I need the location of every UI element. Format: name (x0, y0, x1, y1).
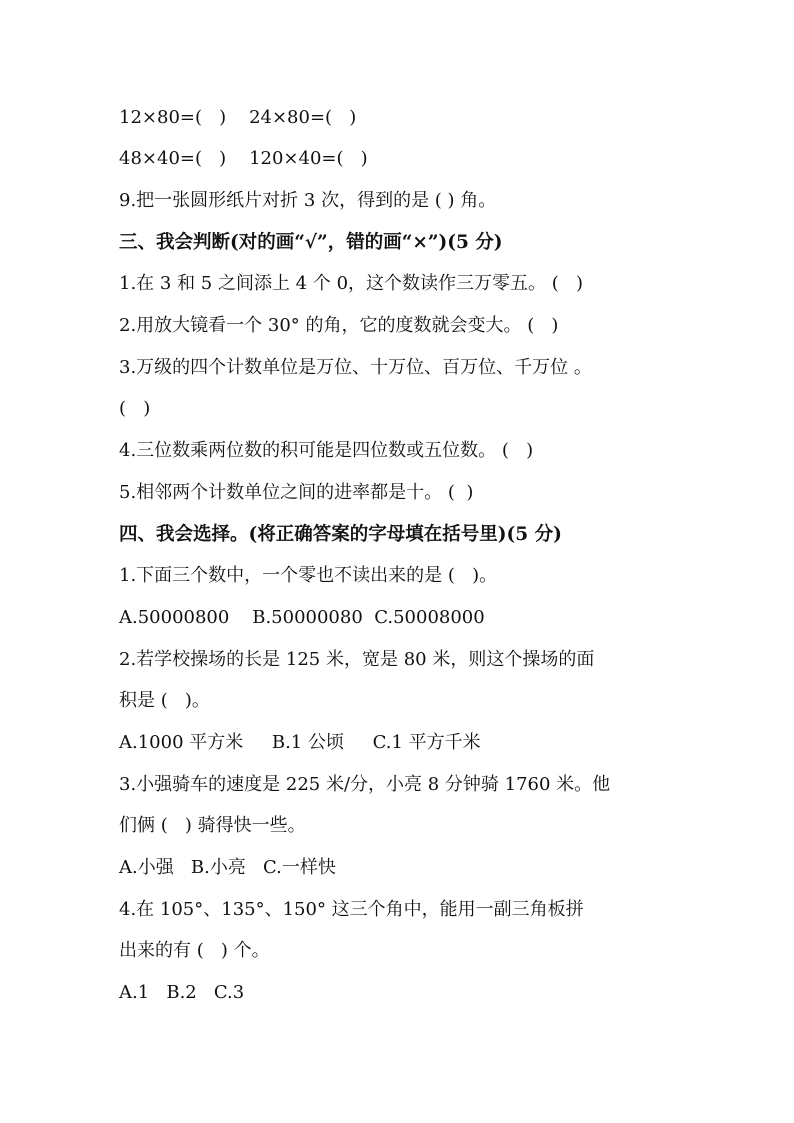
choice-question-3-cont: 们俩 ( ) 骑得快一些。 (119, 815, 306, 836)
choice-question-2-cont: 积是 ( )。 (119, 690, 210, 711)
section-3-heading: 三、我会判断(对的画“√”，错的画“×”)(5 分) (119, 232, 503, 253)
choice-question-1-options: A.50000800 B.50000080 C.50008000 (119, 607, 485, 628)
choice-question-4-cont: 出来的有 ( ) 个。 (119, 940, 270, 961)
choice-question-3: 3.小强骑车的速度是 225 米/分，小亮 8 分钟骑 1760 米。他 (119, 774, 611, 795)
choice-question-4-options: A.1 B.2 C.3 (119, 982, 245, 1003)
calc-row-2: 48×40=( ) 120×40=( ) (119, 148, 368, 169)
choice-question-1: 1.下面三个数中，一个零也不读出来的是 ( )。 (119, 565, 498, 586)
judge-question-1: 1.在 3 和 5 之间添上 4 个 0，这个数读作三万零五。 ( ) (119, 273, 583, 294)
choice-question-2-options: A.1000 平方米 B.1 公顷 C.1 平方千米 (119, 732, 481, 753)
calc-row-1: 12×80=( ) 24×80=( ) (119, 107, 357, 128)
judge-question-5: 5.相邻两个计数单位之间的进率都是十。 ( ) (119, 482, 474, 503)
choice-question-2: 2.若学校操场的长是 125 米，宽是 80 米，则这个操场的面 (119, 649, 595, 670)
judge-question-4: 4.三位数乘两位数的积可能是四位数或五位数。 ( ) (119, 440, 534, 461)
question-9: 9.把一张圆形纸片对折 3 次，得到的是 ( ) 角。 (119, 190, 497, 211)
judge-question-2: 2.用放大镜看一个 30° 的角，它的度数就会变大。 ( ) (119, 315, 559, 336)
judge-question-3-bracket: ( ) (119, 398, 151, 419)
choice-question-4: 4.在 105°、135°、150° 这三个角中，能用一副三角板拼 (119, 899, 584, 920)
judge-question-3: 3.万级的四个计数单位是万位、十万位、百万位、千万位 。 (119, 357, 592, 378)
choice-question-3-options: A.小强 B.小亮 C.一样快 (119, 857, 336, 878)
section-4-heading: 四、我会选择。(将正确答案的字母填在括号里)(5 分) (119, 524, 562, 545)
